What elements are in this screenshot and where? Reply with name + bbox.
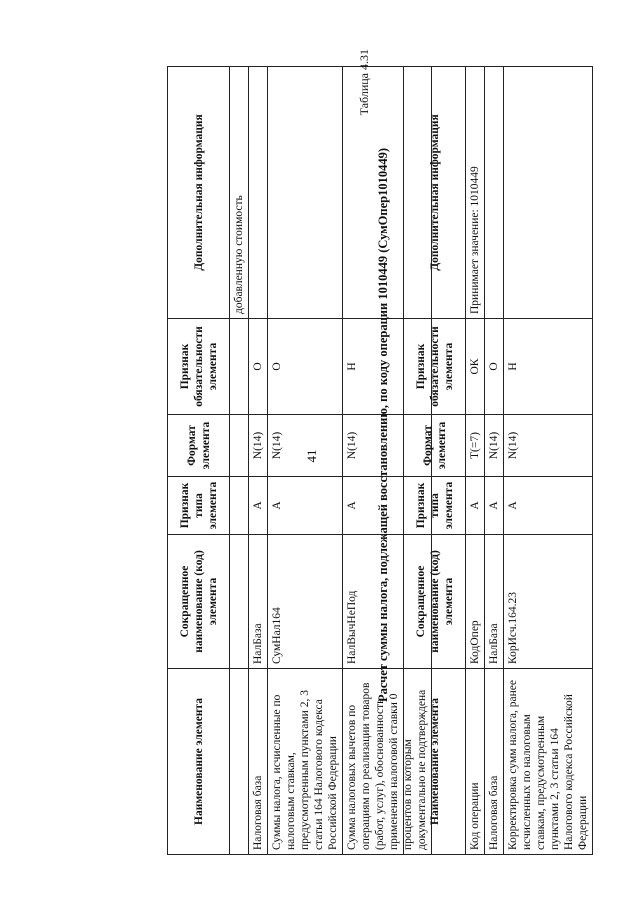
cell-abbr: СумНал164 bbox=[268, 535, 343, 669]
cell-info: Принимает значение: 1010449 bbox=[466, 67, 485, 319]
table-row bbox=[504, 67, 593, 855]
cell-required: О bbox=[268, 319, 343, 415]
cell-format: N(14) bbox=[249, 415, 268, 477]
cell-type: А bbox=[466, 477, 485, 535]
header-name: Наименование элемента bbox=[168, 669, 230, 855]
header-name: Наименование элемента bbox=[404, 669, 466, 855]
table-caption: Расчет суммы налога, подлежащей восстановлению, по коду операции 1010449 (СумОпер1010449) bbox=[376, 147, 390, 703]
cell-name: Суммы налога, исчисленные по налоговым ставкам, предусмотренным пунктами 2, 3 статьи 164 Налогового кодекса Российской Федерации bbox=[268, 669, 343, 855]
header-abbr: Сокращенное наименование (код) элемента bbox=[404, 535, 466, 669]
header-format: Формат элемента bbox=[404, 415, 466, 477]
table-row bbox=[249, 67, 268, 855]
cell-abbr: НалВычНеПод bbox=[343, 535, 432, 669]
header-required: Признак обязательности элемента bbox=[168, 319, 230, 415]
cell-type: А bbox=[268, 477, 343, 535]
header-type: Признак типа элемента bbox=[404, 477, 466, 535]
header-required: Признак обязательности элемента bbox=[404, 319, 466, 415]
continuation-row bbox=[230, 67, 249, 855]
cell-name: Сумма налоговых вычетов по операциям по реализации товаров (работ, услуг), обоснованность применения налоговой ставки 0 процентов по которым документально не подтверждена bbox=[343, 669, 432, 855]
header-info: Дополнительная информация bbox=[404, 67, 466, 319]
cell-required: Н bbox=[504, 319, 593, 415]
table-row bbox=[485, 67, 504, 855]
page-number: 41 bbox=[304, 449, 319, 463]
cell-abbr: КодОпер bbox=[466, 535, 485, 669]
cell-name: Налоговая база bbox=[485, 669, 504, 855]
cell-name: Корректировка сумм налога, ранее исчисленных по налоговым ставкам, предусмотренным пунктами 2, 3 статьи 164 Налогового кодекса Российской Федерации bbox=[504, 669, 593, 855]
table-4-31 bbox=[403, 66, 593, 855]
cell-format: N(14) bbox=[504, 415, 593, 477]
cell-format: N(14) bbox=[485, 415, 504, 477]
cell-type: А bbox=[485, 477, 504, 535]
cell-format: N(14) bbox=[343, 415, 432, 477]
cell-name: Налоговая база bbox=[249, 669, 268, 855]
table-continued bbox=[167, 66, 432, 855]
cell-info bbox=[268, 67, 343, 319]
cell-abbr: КорИсч.164.23 bbox=[504, 535, 593, 669]
cell-required: О bbox=[485, 319, 504, 415]
cell-required: Н bbox=[343, 319, 432, 415]
cell-format: T(=7) bbox=[466, 415, 485, 477]
cell-required: ОК bbox=[466, 319, 485, 415]
header-info: Дополнительная информация bbox=[168, 67, 230, 319]
table-header-row bbox=[404, 67, 466, 855]
cell-required: О bbox=[249, 319, 268, 415]
table-row bbox=[268, 67, 343, 855]
cell-format: N(14) bbox=[268, 415, 343, 477]
cell-info bbox=[485, 67, 504, 319]
header-type: Признак типа элемента bbox=[168, 477, 230, 535]
cell-type: А bbox=[504, 477, 593, 535]
table-number: Таблица 4.31 bbox=[357, 49, 371, 116]
cell-info bbox=[249, 67, 268, 319]
cell-info bbox=[504, 67, 593, 319]
cell-type: А bbox=[249, 477, 268, 535]
header-abbr: Сокращенное наименование (код) элемента bbox=[168, 535, 230, 669]
cell-type: А bbox=[343, 477, 432, 535]
cell-name: Код операции bbox=[466, 669, 485, 855]
continuation-text: добавленную стоимость bbox=[230, 67, 249, 319]
header-format: Формат элемента bbox=[168, 415, 230, 477]
table-row bbox=[466, 67, 485, 855]
table-header-row bbox=[168, 67, 230, 855]
cell-abbr: НалБаза bbox=[249, 535, 268, 669]
cell-abbr: НалБаза bbox=[485, 535, 504, 669]
